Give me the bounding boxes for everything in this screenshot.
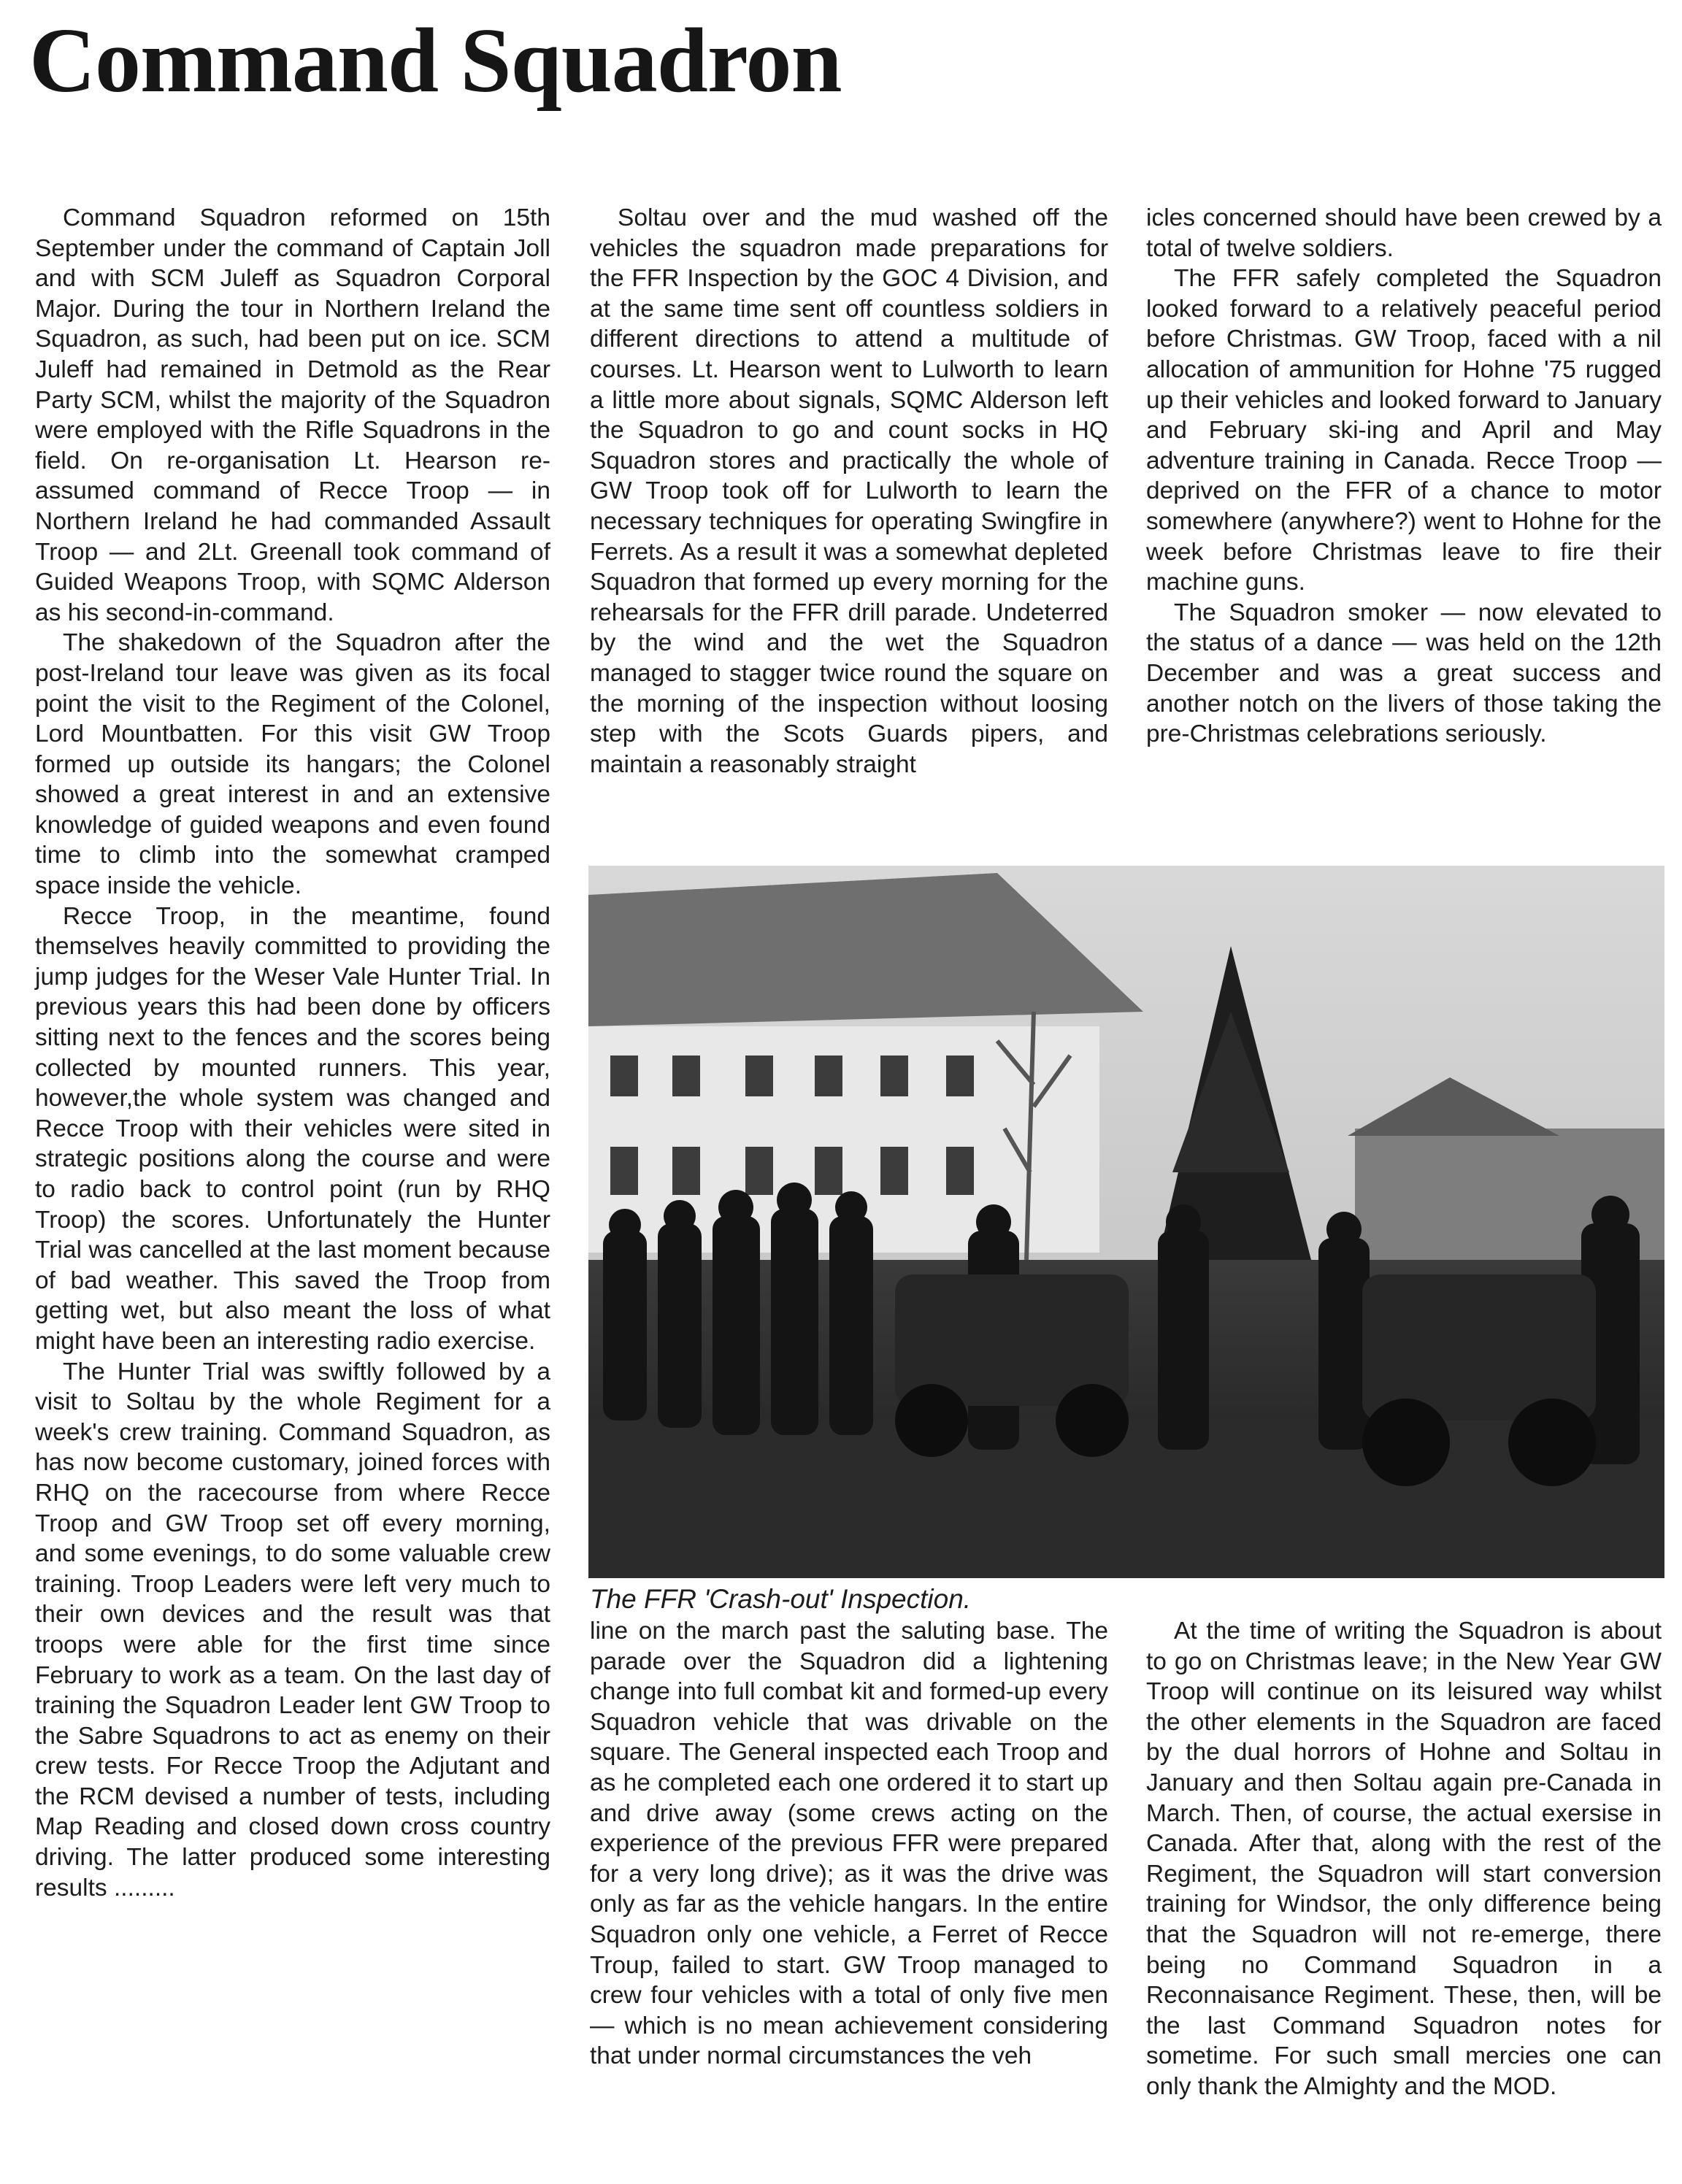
article-column-1 [35, 203, 550, 1903]
article-column-2-top [590, 203, 1108, 780]
paragraph: line on the march past the saluting base. The parade over the Squadron did a lightening change into full combat kit and formed-up every Squadron vehicle that was drivable on the square. The General inspected each Troop and as he completed each one ordered it to start up and drive away (some crews acting on the experience of the previous FFR were prepared for a very long drive); as it was the drive was only as far as the vehicle hangars. In the entire Squadron only one vehicle, a Ferret of Recce Troup, failed to start. GW Troop managed to crew four vehicles with a total of only five men — which is no mean achievement considering that under normal circumstances the veh [590, 1618, 1108, 2070]
article-column-3-bottom [1146, 1616, 1662, 2102]
ferret-vehicle [1362, 1274, 1596, 1420]
page-title: Command Squadron [29, 10, 842, 112]
photo-caption: The FFR 'Crash-out' Inspection. [590, 1584, 972, 1614]
article-column-3-top [1146, 203, 1662, 750]
paragraph: Recce Troop, in the meantime, found themselves heavily committed to providing the jump judges for the Weser Vale Hunter Trial. In previous years this had been done by officers sitting next to the fences and the scores being collected by mounted runners. This year, however,the whole system was changed and Recce Troop with their vehicles were sited in strategic positions along the course and were to radio back to control point (run by RHQ Troop) the scores. Unfortunately the Hunter Trial was cancelled at the last moment because of bad weather. This saved the Troop from getting wet, but also meant the loss of what might have been an interesting radio exercise. [35, 902, 550, 1355]
paragraph: The Squadron smoker — now elevated to the status of a dance — was held on the 12th December and was a great success and another notch on the livers of those taking the pre-Christmas celebrations seriously. [1146, 599, 1662, 748]
paragraph: The FFR safely completed the Squadron looked forward to a relatively peaceful period before Christmas. GW Troop, faced with a nil allocation of ammunition for Hohne '75 rugged up their vehicles and looked forward to January and February ski-ing and April and May adventure training in Canada. Recce Troop — deprived on the FFR of a chance to motor somewhere (anywhere?) went to Hohne for the week before Christmas leave to fire their machine guns. [1146, 265, 1662, 596]
paragraph: At the time of writing the Squadron is about to go on Christmas leave; in the New Year GW Troop will continue on its leisured way whilst the other elements in the Squadron are faced by the dual horrors of Hohne and Soltau in January and then Soltau again pre-Canada in March. Then, of course, the actual exersise in Canada. After that, along with the rest of the Regiment, the Squadron will start conversion training for Windsor, the only difference being that the Squadron will not re-emerge, there being no Command Squadron in a Reconnaisance Regiment. These, then, will be the last Command Squadron notes for sometime. For such small mercies one can only thank the Almighty and the MOD. [1146, 1618, 1662, 2100]
paragraph: The shakedown of the Squadron after the post-Ireland tour leave was given as its focal point the visit to the Regiment of the Colonel, Lord Mountbatten. For this visit GW Troop formed up outside its hangars; the Colonel showed a great interest in and an extensive knowledge of guided weapons and even found time to climb into the somewhat cramped space inside the vehicle. [35, 629, 550, 900]
inspection-photo [588, 866, 1664, 1578]
paragraph: The Hunter Trial was swiftly followed by a visit to Soltau by the whole Regiment for a week's crew training. Command Squadron, as has now become customary, joined forces with RHQ on the racecourse from where Recce Troop and GW Troop set off every morning, and some evenings, to do some valuable crew training. Troop Leaders were left very much to their own devices and the result was that troops were able for the first time since February to work as a team. On the last day of training the Squadron Leader lent GW Troop to the Sabre Squadrons to act as enemy on their crew tests. For Recce Troop the Adjutant and the RCM devised a number of tests, including Map Reading and closed down cross country driving. The latter produced some interesting results ......... [35, 1358, 550, 1902]
paragraph: icles concerned should have been crewed by a total of twelve soldiers. [1146, 204, 1662, 262]
paragraph: Soltau over and the mud washed off the vehicles the squadron made preparations for the FFR Inspection by the GOC 4 Division, and at the same time sent off countless soldiers in different directions to attend a multitude of courses. Lt. Hearson went to Lulworth to learn a little more about signals, SQMC Alderson left the Squadron to go and count socks in HQ Squadron stores and practically the whole of GW Troop took off for Lulworth to learn the necessary techniques for operating Swingfire in Ferrets. As a result it was a somewhat depleted Squadron that formed up every morning for the rehearsals for the FFR drill parade. Undeterred by the wind and the wet the Squadron managed to stagger twice round the square on the morning of the inspection without loosing step with the Scots Guards pipers, and maintain a reasonably straight [590, 204, 1108, 778]
paragraph: Command Squadron reformed on 15th September under the command of Captain Joll and with SCM Juleff as Squadron Corporal Major. During the tour in Northern Ireland the Squadron, as such, had been put on ice. SCM Juleff had remained in Detmold as the Rear Party SCM, whilst the majority of the Squadron were employed with the Rifle Squadrons in the field. On re-organisation Lt. Hearson reassumed command of Recce Troop — in Northern Ireland he had commanded Assault Troop — and 2Lt. Greenall took command of Guided Weapons Troop, with SQMC Alderson as his second-in-command. [35, 204, 550, 626]
article-column-2-bottom [590, 1616, 1108, 2072]
